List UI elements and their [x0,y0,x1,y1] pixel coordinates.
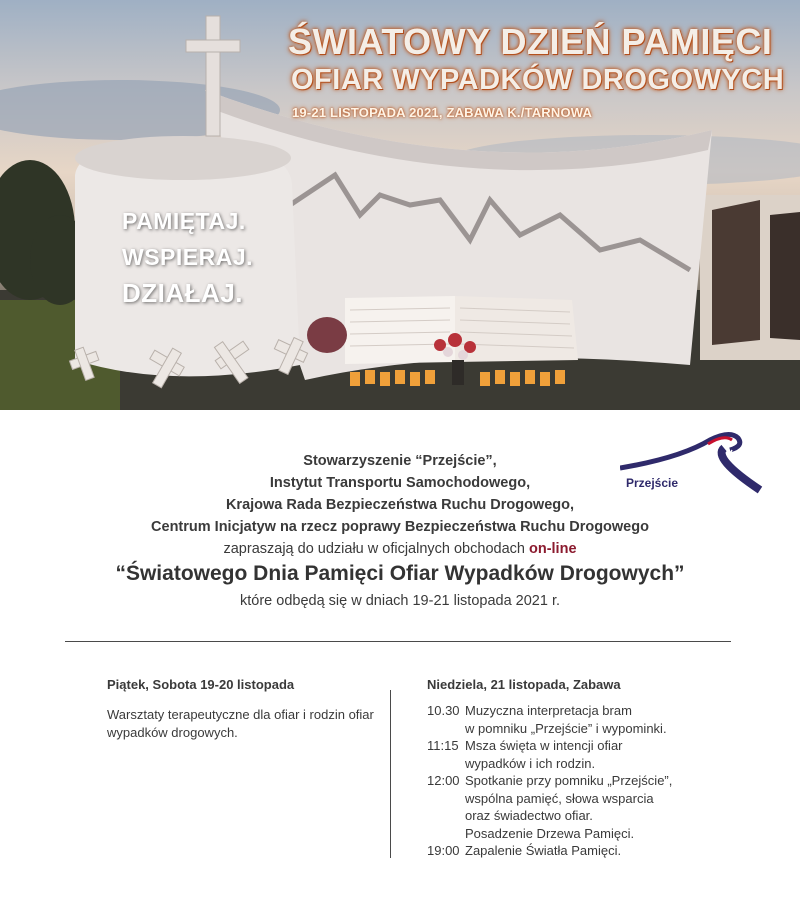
invite-highlight: on-line [528,541,577,557]
schedule-left [107,677,377,742]
invitation-block [0,450,800,612]
event-dates-location: 19-21 LISTOPADA 2021, ZABAWA K./TARNOWA [292,105,593,120]
schedule-text: Msza święta w intencji ofiar wypadków i ich rodzin. [465,738,623,771]
schedule-text: Spotkanie przy pomniku „Przejście”, wspólna pamięć, słowa wsparcia oraz świadectwo ofiar. Posadzenie Drzewa Pamięci. [465,773,673,841]
title-line-2: OFIAR WYPADKÓW DROGOWYCH [291,64,785,96]
title-line-1: ŚWIATOWY DZIEŃ PAMIĘCI [288,21,773,62]
schedule-time: 11:15 [427,738,459,753]
schedule-text: Muzyczna interpretacja bram w pomniku „Przejście” i wypominki. [465,703,667,736]
invite-text [0,538,800,560]
schedule-left-description: Warsztaty terapeutyczne dla ofiar i rodzin ofiar wypadków drogowych. [107,707,374,740]
horizontal-divider [65,641,731,642]
organizer: Instytut Transportu Samochodowego, [269,475,531,491]
schedule-time: 10.30 [427,703,460,718]
organizer: Krajowa Rada Bezpieczeństwa Ruchu Drogowego, [225,497,575,513]
organizer: Stowarzyszenie “Przejście”, [303,453,497,469]
hero-banner [0,0,800,410]
schedule-text: Zapalenie Światła Pamięci. [465,843,622,858]
organizer: Centrum Inicjatyw na rzecz poprawy Bezpieczeństwa Ruchu Drogowego [151,519,649,535]
schedule-item [427,702,757,737]
schedule-left-heading: Piątek, Sobota 19-20 listopada [107,677,295,692]
slogan-line: WSPIERAJ. [122,244,254,270]
dates-text: które odbędą się w dniach 19-21 listopada 2021 r. [239,593,561,609]
event-name: “Światowego Dnia Pamięci Ofiar Wypadków Drogowych” [115,562,685,585]
slogan-line: PAMIĘTAJ. [122,208,246,234]
slogan-line: DZIAŁAJ. [122,278,243,308]
invite-text-main: zapraszają do udziału w oficjalnych obchodach [223,541,525,557]
schedule-right [427,677,757,860]
schedule-time: 12:00 [427,773,460,788]
schedule-time: 19:00 [427,843,460,858]
vertical-divider [390,690,391,858]
schedule-right-heading: Niedziela, 21 listopada, Zabawa [427,677,621,692]
slogan [122,203,253,311]
schedule-item [427,772,757,842]
logo-label: Przejście [626,476,679,490]
schedule-item [427,737,757,772]
event-title [288,22,788,120]
schedule-item [427,842,757,860]
